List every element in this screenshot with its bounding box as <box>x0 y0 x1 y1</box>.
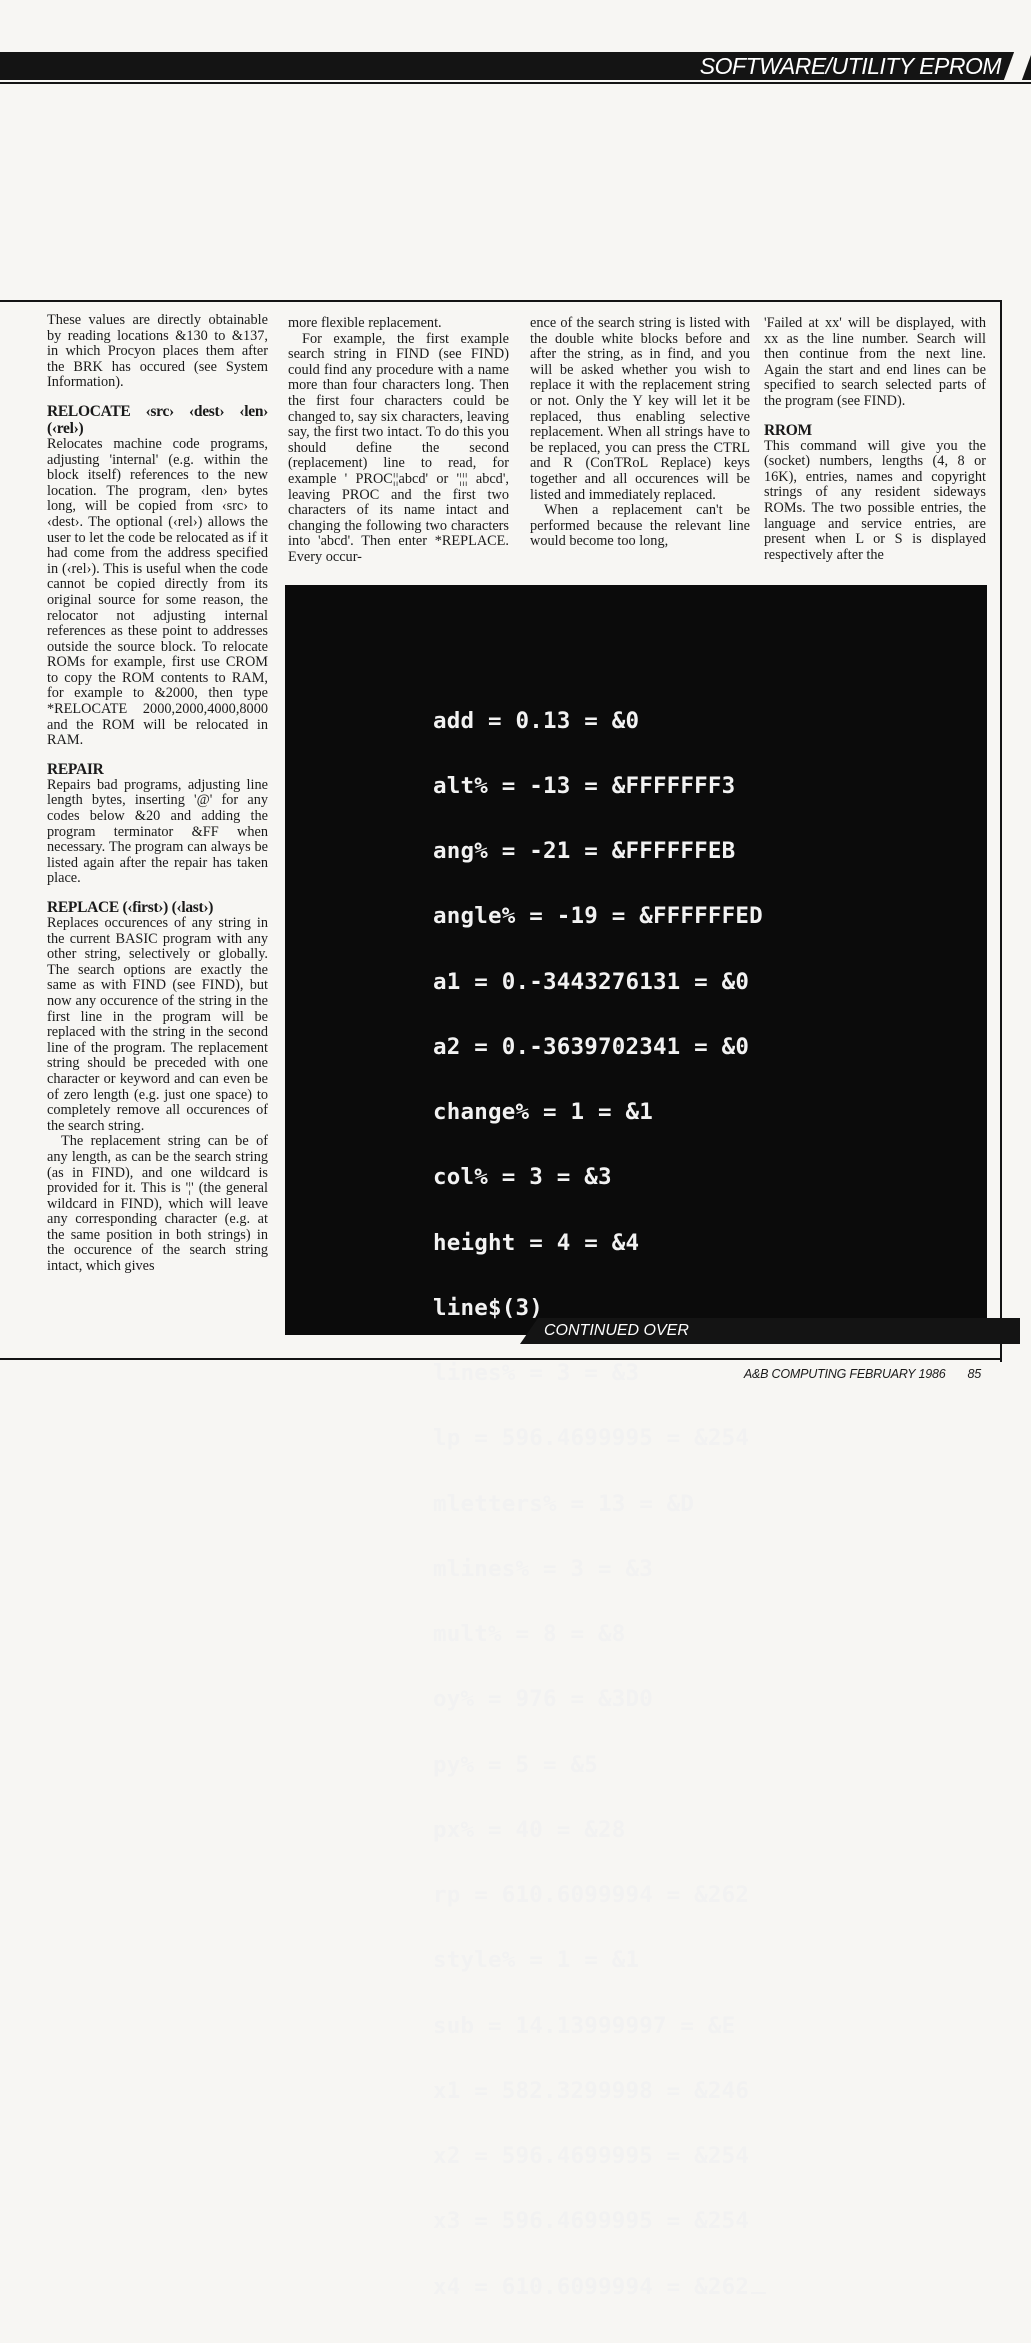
screen-line: mletters% = 13 = &D <box>433 1490 695 1517</box>
article-column-4 <box>764 316 986 563</box>
screen-line: col% = 3 = &3 <box>433 1164 612 1191</box>
paragraph: 'Failed at xx' will be displayed, with xx as the line number. Search will then continue from the next line. Again the start and end lines can be specified to search selected parts of the program (see FIND). <box>764 315 986 409</box>
paragraph: Replaces occurences of any string in the current BASIC program with any other string, selectively or globally. The search options are exactly the same as with FIND (see FIND), but now any occurence of the string in the first line in the program will be replaced with the string in the second line of the program. The replacement string should be preceded with one character or keyword and can even be of zero length (e.g. just one space) to completely remove all occurences of the search string. <box>47 915 268 1134</box>
article-column-3 <box>530 316 750 550</box>
article-column-1 <box>47 313 268 1275</box>
screen-line: oy% = 976 = &3D0 <box>433 1686 653 1713</box>
screen-line: style% = 1 = &1 <box>433 1947 640 1974</box>
paragraph: When a replacement can't be performed because the relevant line would become too long, <box>530 502 750 550</box>
continued-label: CONTINUED OVER <box>544 1322 689 1339</box>
screen-line: change% = 1 = &1 <box>433 1099 653 1125</box>
screen-line: x2 = 596.4699995 = &254 <box>433 2143 750 2169</box>
page-footer <box>744 1367 981 1381</box>
command-args: (‹first›) (‹last›) <box>118 899 214 916</box>
section-title: SOFTWARE/UTILITY EPROM <box>699 53 1001 79</box>
screen-line: a2 = 0.-3639702341 = &0 <box>433 1033 750 1060</box>
screen-line: height = 4 = &4 <box>433 1229 640 1256</box>
cursor-icon <box>751 2292 766 2294</box>
screen-line: lp = 596.4699995 = &254 <box>433 1425 750 1452</box>
paragraph: The replacement string can be of any length, as can be the search string (as in FIND), and one wildcard is provided for it. This is '¦' (the general wildcard in FIND), which will leave any corresponding character (e.g. at the same position in both strings) in the occurence of the search string intact, which gives <box>47 1133 268 1275</box>
paragraph: These values are directly obtainable by reading locations &130 to &137, in which Procyon places them after the BRK has occured (see System Information). <box>47 312 268 391</box>
screen-line: sub = 14.13999997 = &E <box>433 2012 736 2039</box>
command-heading-relocate <box>47 403 268 437</box>
screen-line: rp = 610.6099994 = &262 <box>433 1882 750 1908</box>
screen-line: angle% = -19 = &FFFFFFED <box>433 903 763 930</box>
page-number: 85 <box>967 1367 981 1381</box>
screen-line: py% = 5 = &5 <box>433 1751 598 1778</box>
frame-right <box>1000 300 1002 1362</box>
footer-rule <box>0 1358 1002 1360</box>
paragraph: Repairs bad programs, adjusting line length bytes, inserting '@' for any codes below &20 and adding the program terminator &FF when necessary. The program can always be listed again after the repair has taken place. <box>47 776 268 887</box>
command-heading-repair: REPAIR <box>47 760 104 778</box>
screen-line: px% = 40 = &28 <box>433 1816 626 1843</box>
screen-line: line$(3) <box>433 1294 543 1321</box>
command-heading-rrom: RROM <box>764 421 812 439</box>
article-column-2 <box>288 316 509 566</box>
screen-line-text: x4 = 610.6099994 = &262 <box>433 2273 750 2300</box>
paragraph: more flexible replacement. <box>288 315 442 331</box>
screen-line-last <box>433 2273 766 2300</box>
paragraph: This command will give you the (socket) numbers, lengths (4, 8 or 16K), entries, names and copyright strings of any resident sideways ROMs. The two possible entries, the language and service entries, are present when L or S is displayed respectively after the <box>764 437 986 563</box>
screen-line: add = 0.13 = &0 <box>433 707 640 734</box>
paragraph: Relocates machine code programs, adjusting 'internal' (e.g. within the block itself) references to the new location. The program, ‹len› bytes long, will be copied from ‹src› to ‹dest›. The optional (‹rel›) allows the user to let the code be relocated as if it had come from the address specified in (‹rel›). This is useful when the code cannot be copied directly from its original source for some reason, the relocator not adjusting internal references as these point to addresses outside the source block. To relocate ROMs for example, first use CROM to copy the ROM contents to RAM, for example to &2000, then type *RELOCATE 2000,2000,4000,8000 and the ROM will be relocated in RAM. <box>47 435 268 749</box>
screen-line: ang% = -21 = &FFFFFFEB <box>433 838 736 864</box>
command-name: RELOCATE <box>47 402 131 420</box>
command-heading-replace <box>47 899 268 916</box>
screen-line: x3 = 596.4699995 = &254 <box>433 2208 750 2235</box>
header-rule <box>0 82 1031 84</box>
screen-line: mlines% = 3 = &3 <box>433 1555 653 1582</box>
command-args: ‹src› ‹dest› ‹len› (‹rel›) <box>47 402 268 437</box>
command-name: REPLACE <box>47 899 119 916</box>
screen-output <box>433 667 766 2342</box>
paragraph: For example, the first example search string in FIND (see FIND) could find any procedure with a name more than four characters long. Then the first four characters could be changed to, say six characters, leaving say, the first two intact. To do this you should define the second (replacement) line to read, for example ' PROC¦¦abcd' or '¦¦¦ abcd', leaving PROC and the first two characters of its name intact and changing the following two characters into 'abcd'. Then enter *REPLACE. Every occur- <box>288 330 509 565</box>
paragraph: ence of the search string is listed with the double white blocks before and after the string, as in find, and you will be asked whether you wish to replace it with the replacement string or not. Only the Y key will let it be replaced, thus enabling selective replacement. When all strings have to be replaced, you can press the CTRL and R (ConTRoL Replace) keys together and all occurences will be listed and immediately replaced. <box>530 315 750 503</box>
screen-line: alt% = -13 = &FFFFFFF3 <box>433 772 736 799</box>
frame-top <box>0 300 1002 302</box>
screen-line: x1 = 582.3299998 = &246 <box>433 2077 750 2104</box>
screen-line: mult% = 8 = &8 <box>433 1621 626 1647</box>
screen-line: lines% = 3 = &3 <box>433 1360 640 1386</box>
magazine-issue: A&B COMPUTING FEBRUARY 1986 <box>743 1367 946 1381</box>
screen-line: a1 = 0.-3443276131 = &0 <box>433 968 750 995</box>
